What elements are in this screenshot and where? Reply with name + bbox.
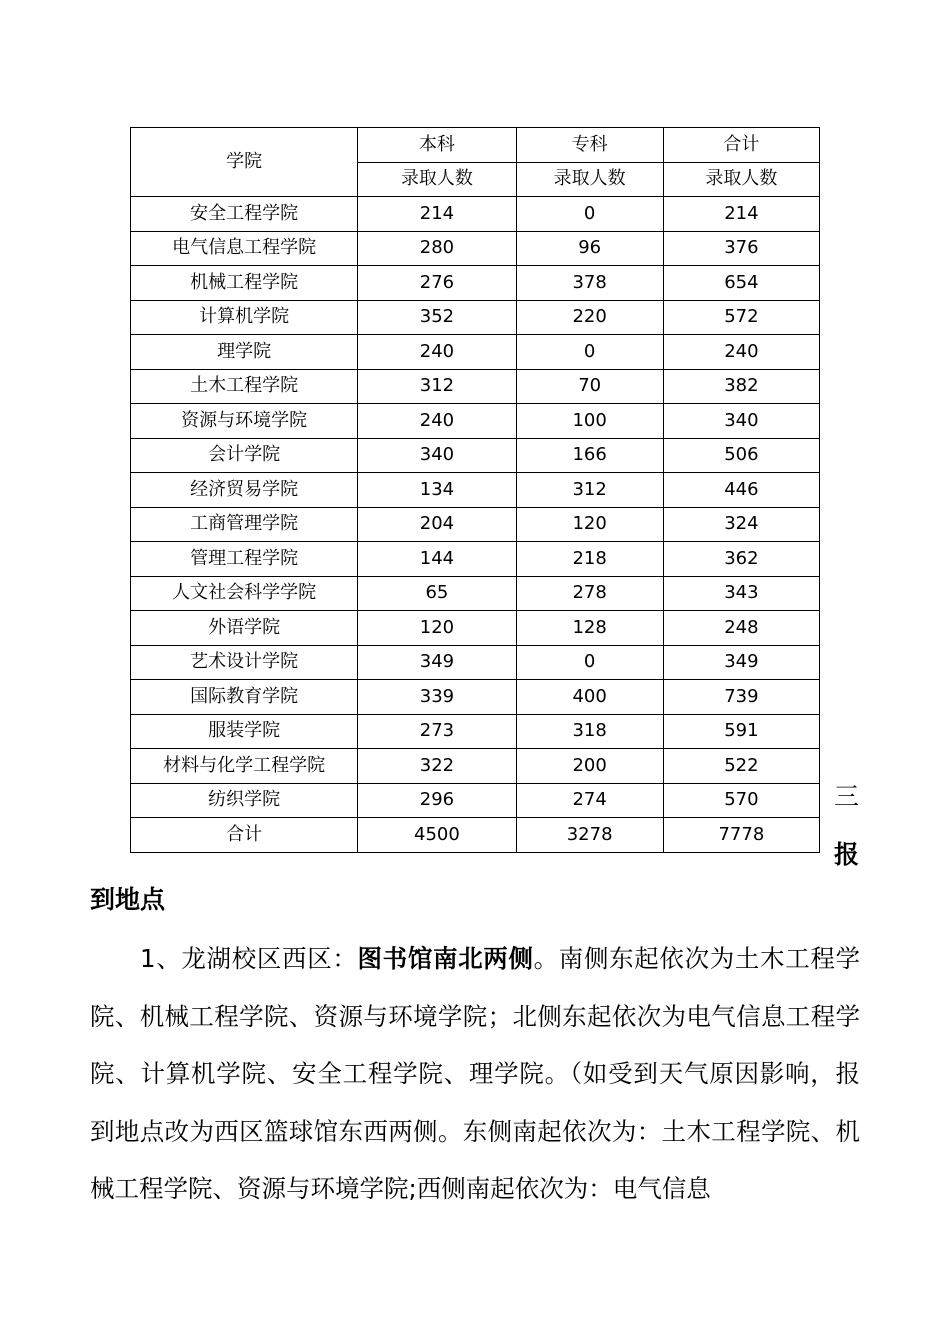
cell-total: 506 bbox=[663, 438, 819, 473]
cell-benke: 273 bbox=[358, 714, 516, 749]
cell-zhuanke: 274 bbox=[516, 783, 663, 818]
cell-total: 324 bbox=[663, 507, 819, 542]
cell-zhuanke: 0 bbox=[516, 197, 663, 232]
table-row bbox=[131, 714, 820, 749]
cell-zhuanke: 128 bbox=[516, 611, 663, 646]
cell-zhuanke: 166 bbox=[516, 438, 663, 473]
cell-college: 土木工程学院 bbox=[131, 369, 358, 404]
cell-total: 248 bbox=[663, 611, 819, 646]
cell-total: 654 bbox=[663, 266, 819, 301]
cell-total: 343 bbox=[663, 576, 819, 611]
table-row bbox=[131, 749, 820, 784]
cell-benke: 296 bbox=[358, 783, 516, 818]
table-row bbox=[131, 576, 820, 611]
section-heading-rest: 到地点 bbox=[90, 885, 166, 914]
cell-college: 艺术设计学院 bbox=[131, 645, 358, 680]
cell-benke: 214 bbox=[358, 197, 516, 232]
table-row bbox=[131, 645, 820, 680]
cell-college: 人文社会科学学院 bbox=[131, 576, 358, 611]
cell-college: 工商管理学院 bbox=[131, 507, 358, 542]
cell-college: 纺织学院 bbox=[131, 783, 358, 818]
cell-benke: 339 bbox=[358, 680, 516, 715]
cell-zhuanke: 318 bbox=[516, 714, 663, 749]
cell-college: 材料与化学工程学院 bbox=[131, 749, 358, 784]
cell-total: 522 bbox=[663, 749, 819, 784]
table-row bbox=[131, 542, 820, 577]
table-row bbox=[131, 369, 820, 404]
cell-total: 362 bbox=[663, 542, 819, 577]
cell-total: 572 bbox=[663, 300, 819, 335]
cell-zhuanke: 218 bbox=[516, 542, 663, 577]
para-prefix: 1、龙湖校区西区： bbox=[140, 944, 358, 973]
table-row bbox=[131, 404, 820, 439]
header-zhuanke: 专科 bbox=[516, 128, 663, 163]
header-benke: 本科 bbox=[358, 128, 516, 163]
cell-college: 外语学院 bbox=[131, 611, 358, 646]
cell-total: 7778 bbox=[663, 818, 819, 853]
table-row bbox=[131, 473, 820, 508]
cell-college: 安全工程学院 bbox=[131, 197, 358, 232]
cell-benke: 120 bbox=[358, 611, 516, 646]
cell-zhuanke: 0 bbox=[516, 645, 663, 680]
location-paragraph bbox=[90, 930, 860, 1218]
table-row bbox=[131, 783, 820, 818]
cell-college: 理学院 bbox=[131, 335, 358, 370]
cell-zhuanke: 96 bbox=[516, 231, 663, 266]
cell-college: 服装学院 bbox=[131, 714, 358, 749]
cell-benke: 144 bbox=[358, 542, 516, 577]
heading-char-1: 三 bbox=[834, 782, 860, 811]
subheader-zhuanke: 录取人数 bbox=[516, 162, 663, 197]
cell-total: 591 bbox=[663, 714, 819, 749]
cell-zhuanke: 200 bbox=[516, 749, 663, 784]
cell-college: 会计学院 bbox=[131, 438, 358, 473]
cell-college: 管理工程学院 bbox=[131, 542, 358, 577]
cell-college: 资源与环境学院 bbox=[131, 404, 358, 439]
table-row bbox=[131, 507, 820, 542]
cell-total: 349 bbox=[663, 645, 819, 680]
subheader-heji: 录取人数 bbox=[663, 162, 819, 197]
table-row bbox=[131, 611, 820, 646]
cell-zhuanke: 400 bbox=[516, 680, 663, 715]
cell-zhuanke: 312 bbox=[516, 473, 663, 508]
section-heading-start bbox=[834, 768, 864, 884]
cell-college: 计算机学院 bbox=[131, 300, 358, 335]
cell-college: 经济贸易学院 bbox=[131, 473, 358, 508]
cell-benke: 65 bbox=[358, 576, 516, 611]
table-body bbox=[131, 128, 820, 853]
cell-benke: 134 bbox=[358, 473, 516, 508]
heading-char-2: 报 bbox=[834, 840, 860, 869]
header-row bbox=[131, 128, 820, 163]
cell-college: 国际教育学院 bbox=[131, 680, 358, 715]
table-row bbox=[131, 266, 820, 301]
cell-total: 340 bbox=[663, 404, 819, 439]
cell-zhuanke: 378 bbox=[516, 266, 663, 301]
cell-college: 电气信息工程学院 bbox=[131, 231, 358, 266]
cell-zhuanke: 120 bbox=[516, 507, 663, 542]
cell-college: 机械工程学院 bbox=[131, 266, 358, 301]
table-row bbox=[131, 197, 820, 232]
cell-zhuanke: 3278 bbox=[516, 818, 663, 853]
cell-total: 376 bbox=[663, 231, 819, 266]
table-row bbox=[131, 231, 820, 266]
cell-total: 570 bbox=[663, 783, 819, 818]
cell-benke: 240 bbox=[358, 404, 516, 439]
cell-total: 240 bbox=[663, 335, 819, 370]
cell-benke: 352 bbox=[358, 300, 516, 335]
cell-benke: 4500 bbox=[358, 818, 516, 853]
subheader-benke: 录取人数 bbox=[358, 162, 516, 197]
cell-benke: 322 bbox=[358, 749, 516, 784]
cell-benke: 280 bbox=[358, 231, 516, 266]
cell-total: 382 bbox=[663, 369, 819, 404]
table-row bbox=[131, 818, 820, 853]
header-heji: 合计 bbox=[663, 128, 819, 163]
cell-zhuanke: 100 bbox=[516, 404, 663, 439]
para-bold: 图书馆南北两侧 bbox=[357, 944, 534, 973]
cell-benke: 340 bbox=[358, 438, 516, 473]
table-row bbox=[131, 300, 820, 335]
cell-benke: 276 bbox=[358, 266, 516, 301]
header-college: 学院 bbox=[131, 128, 358, 197]
cell-zhuanke: 70 bbox=[516, 369, 663, 404]
cell-college: 合计 bbox=[131, 818, 358, 853]
para-rest: 。南侧东起依次为土木工程学院、机械工程学院、资源与环境学院；北侧东起依次为电气信息工程学院、计算机学院、安全工程学院、理学院。（如受到天气原因影响，报到地点改为西区篮球馆东西两侧。东侧南起依次为：土木工程学院、机械工程学院、资源与环境学院;西侧南起依次为：电气信息 bbox=[90, 944, 861, 1204]
cell-zhuanke: 0 bbox=[516, 335, 663, 370]
cell-total: 446 bbox=[663, 473, 819, 508]
cell-total: 214 bbox=[663, 197, 819, 232]
cell-benke: 312 bbox=[358, 369, 516, 404]
cell-zhuanke: 220 bbox=[516, 300, 663, 335]
admissions-table bbox=[130, 127, 820, 853]
cell-benke: 204 bbox=[358, 507, 516, 542]
cell-total: 739 bbox=[663, 680, 819, 715]
table-row bbox=[131, 438, 820, 473]
table-row bbox=[131, 335, 820, 370]
cell-benke: 349 bbox=[358, 645, 516, 680]
cell-zhuanke: 278 bbox=[516, 576, 663, 611]
table-row bbox=[131, 680, 820, 715]
cell-benke: 240 bbox=[358, 335, 516, 370]
